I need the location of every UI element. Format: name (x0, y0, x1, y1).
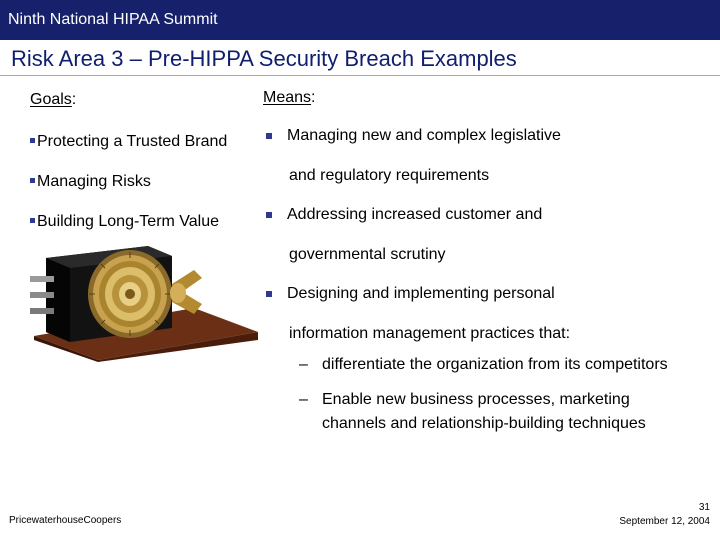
means-heading-colon: : (311, 89, 316, 106)
means-item-line: Managing new and complex legislative (287, 127, 561, 144)
goal-item (30, 172, 151, 192)
title-divider (0, 75, 720, 76)
means-subitem-line: differentiate the organization from its competitors (322, 356, 668, 373)
goal-item-label: Building Long-Term Value (37, 213, 220, 230)
header-bar (0, 0, 720, 40)
means-item-line: governmental scrutiny (289, 246, 446, 263)
square-bullet-icon (266, 212, 272, 218)
square-bullet-icon (266, 291, 272, 297)
means-item-line: and regulatory requirements (289, 167, 490, 184)
square-bullet-icon (266, 133, 272, 139)
means-subitem-line: channels and relationship-building techniques (322, 415, 646, 432)
means-heading-label: Means (263, 89, 312, 106)
page-number: 31 (698, 502, 710, 513)
goal-item-label: Protecting a Trusted Brand (37, 133, 228, 150)
header-title: Ninth National HIPAA Summit (8, 11, 218, 28)
dash-bullet-icon: – (299, 391, 308, 408)
goals-heading (30, 90, 76, 110)
means-heading (263, 88, 315, 108)
goals-heading-label: Goals (30, 91, 72, 108)
goal-item (30, 132, 227, 152)
combination-lock-safe-icon (26, 236, 266, 362)
means-item-line: Designing and implementing personal (287, 285, 555, 302)
goal-item-label: Managing Risks (37, 173, 151, 190)
goal-item (30, 212, 219, 232)
square-bullet-icon (30, 218, 35, 223)
means-item-line: information management practices that: (289, 325, 571, 342)
square-bullet-icon (30, 178, 35, 183)
footer-brand: PricewaterhouseCoopers (9, 515, 122, 526)
means-item-line: Addressing increased customer and (287, 206, 543, 223)
square-bullet-icon (30, 138, 35, 143)
means-subitem-line: Enable new business processes, marketing (322, 391, 630, 408)
footer-date: September 12, 2004 (619, 516, 710, 527)
slide-title: Risk Area 3 – Pre-HIPPA Security Breach Examples (11, 46, 517, 71)
dash-bullet-icon: – (299, 356, 308, 373)
goals-heading-colon: : (71, 91, 77, 108)
